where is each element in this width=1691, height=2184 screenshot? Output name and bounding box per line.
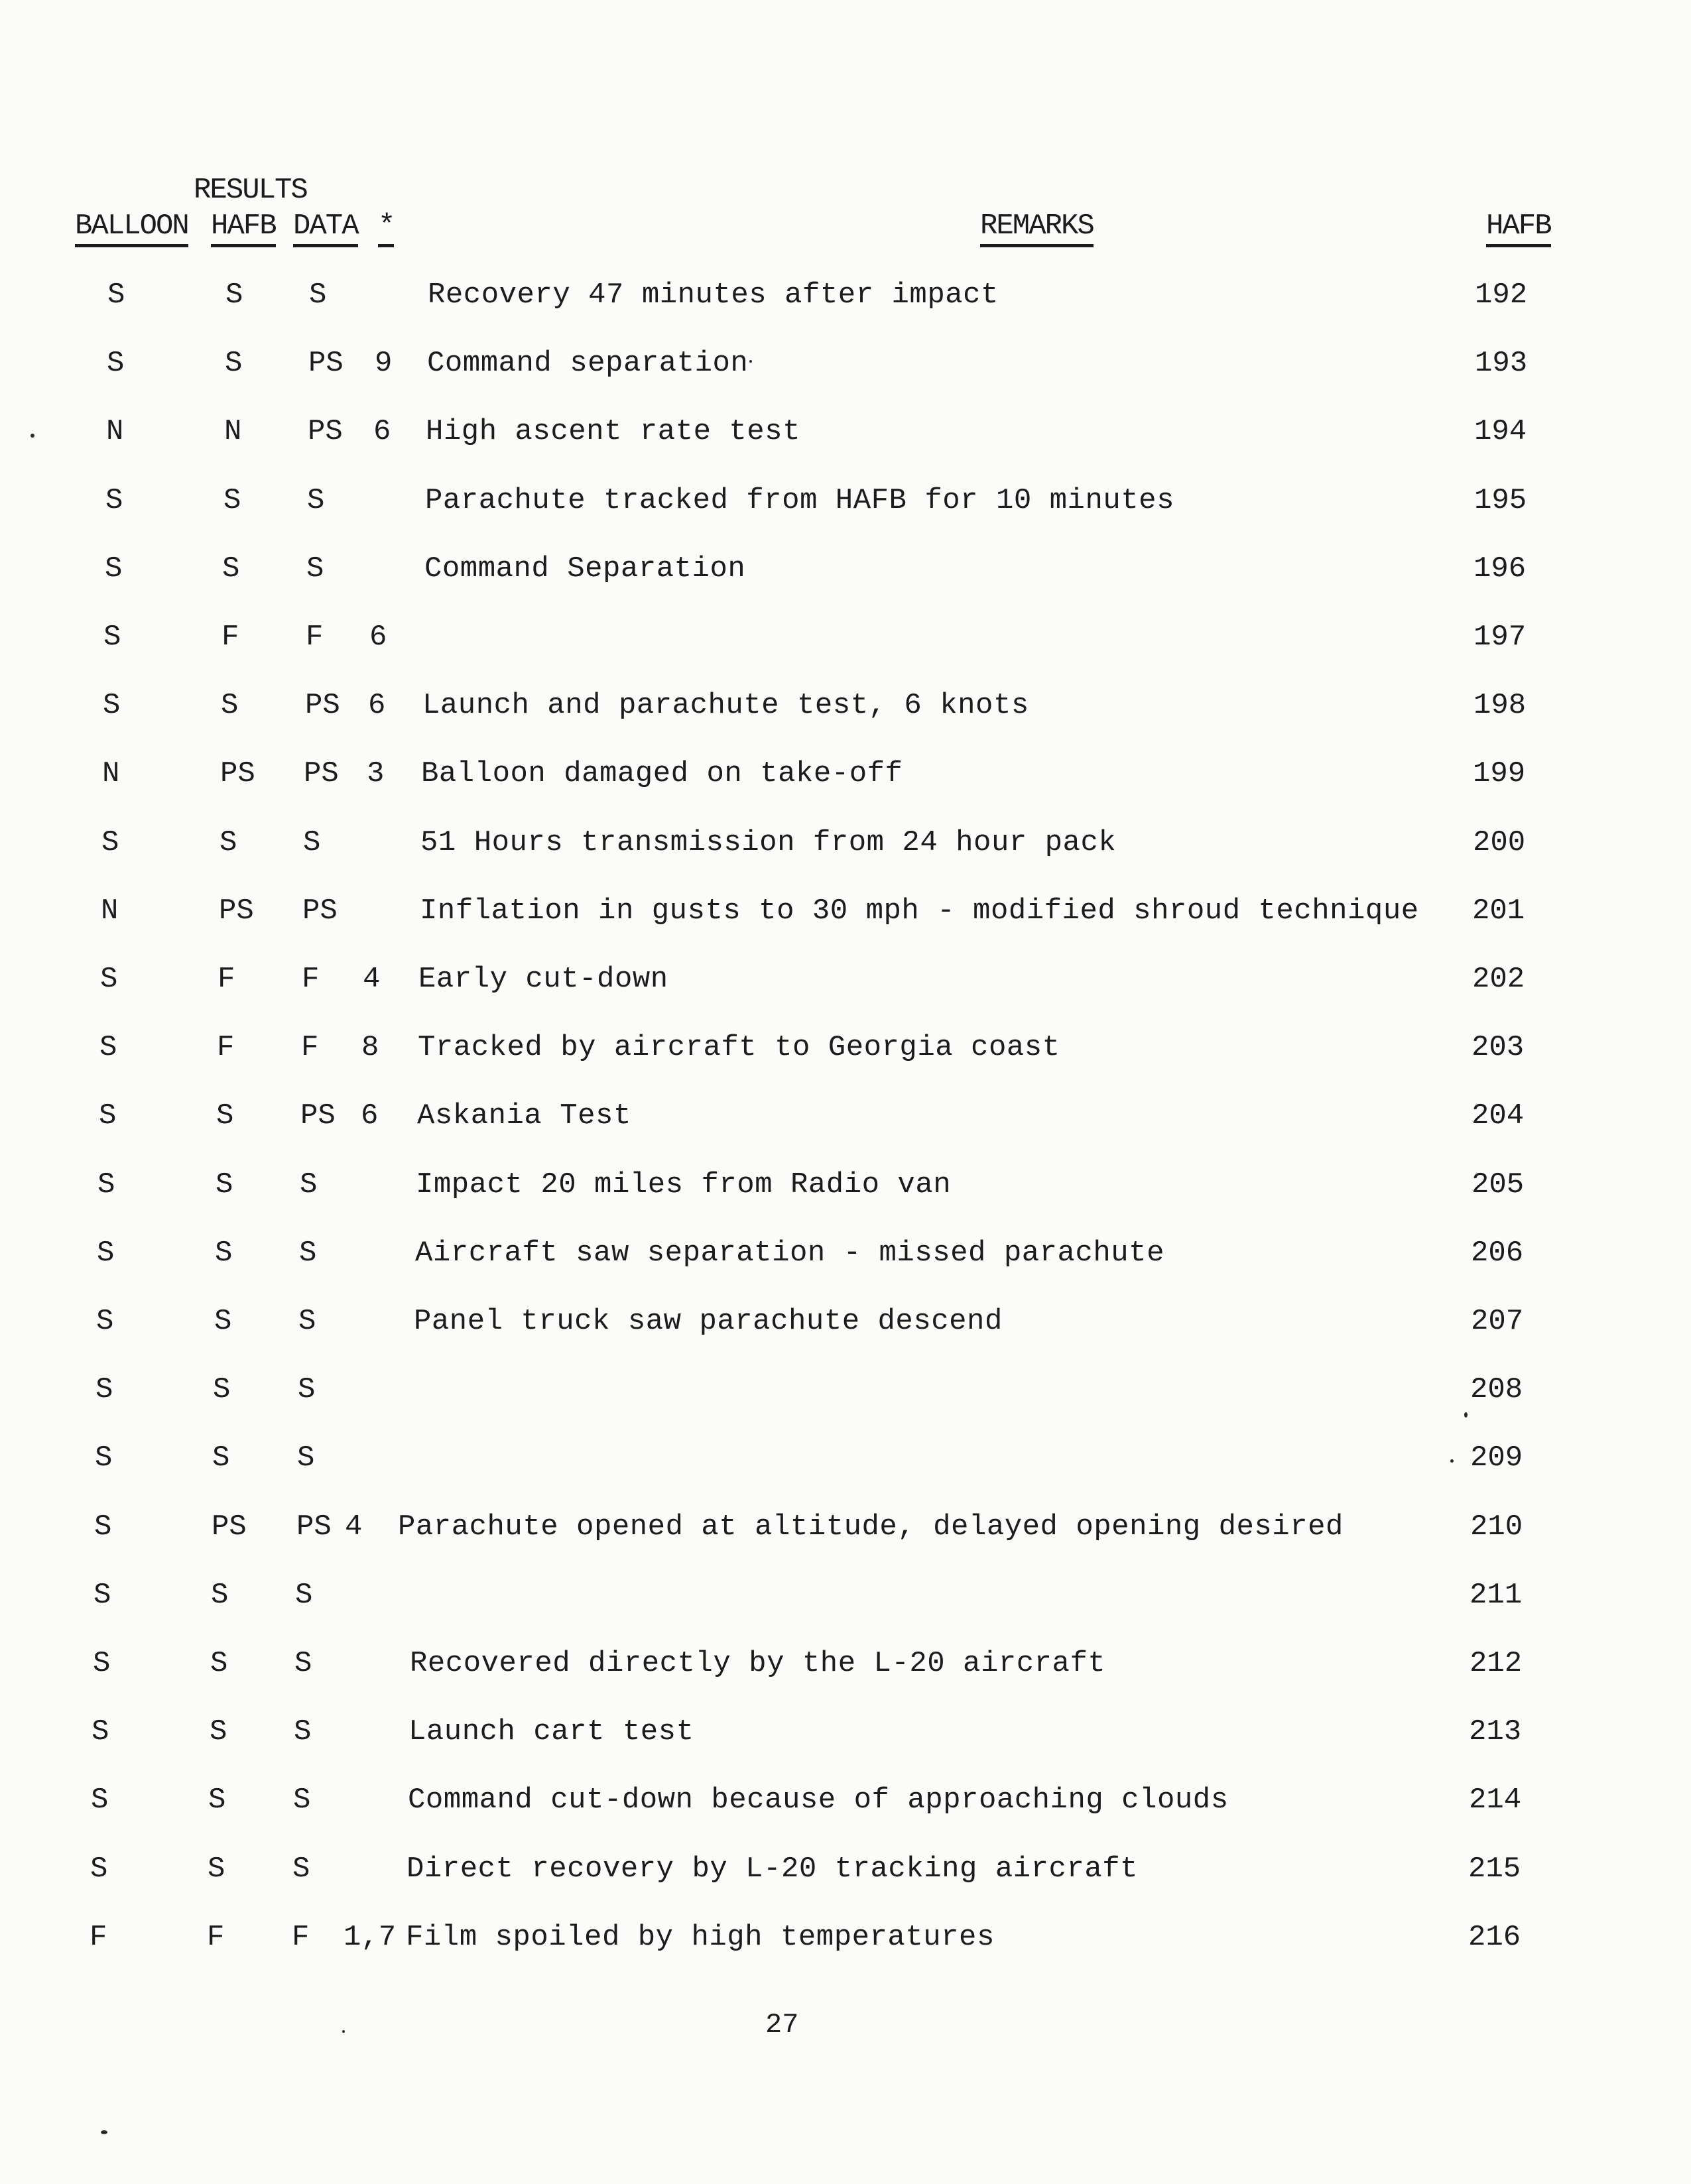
balloon-result-cell: S	[99, 1099, 117, 1132]
hafb-number-cell: 206	[1471, 1237, 1524, 1270]
hafb-result-cell: S	[216, 1099, 234, 1132]
hafb-number-cell: 203	[1472, 1031, 1525, 1064]
data-result-cell: PS	[305, 689, 340, 722]
data-result-cell: PS	[308, 415, 343, 448]
hafb-number-cell: 197	[1473, 621, 1527, 654]
remark-cell: Aircraft saw separation - missed parachute	[415, 1237, 1164, 1270]
balloon-result-cell: S	[105, 552, 123, 585]
remark-cell: Launch cart test	[408, 1715, 694, 1748]
data-result-cell: S	[299, 1237, 317, 1270]
hafb-number-column-header: HAFB	[1486, 210, 1551, 247]
balloon-result-cell: S	[93, 1647, 111, 1680]
remark-cell: Recovery 47 minutes after impact	[428, 278, 999, 312]
balloon-result-cell: S	[97, 1237, 115, 1270]
balloon-result-cell: S	[92, 1715, 109, 1748]
data-result-cell: PS	[300, 1099, 336, 1132]
hafb-result-cell: S	[216, 1168, 233, 1201]
remark-cell: Impact 20 miles from Radio van	[416, 1168, 952, 1201]
footnote-cell: 6	[373, 415, 391, 448]
data-result-cell: PS	[304, 757, 339, 790]
hafb-number-cell: 199	[1473, 757, 1526, 790]
balloon-result-cell: S	[105, 484, 123, 517]
hafb-result-cell: S	[223, 484, 241, 517]
hafb-result-cell: PS	[219, 894, 254, 928]
scan-speck	[1450, 1459, 1454, 1463]
hafb-number-cell: 198	[1473, 689, 1527, 722]
hafb-result-cell: S	[211, 1579, 229, 1612]
hafb-result-cell: S	[225, 278, 243, 312]
remark-cell: Film spoiled by high temperatures	[406, 1921, 995, 1954]
remark-cell: Parachute tracked from HAFB for 10 minutes	[425, 484, 1174, 517]
balloon-result-cell: N	[106, 415, 124, 448]
data-result-cell: PS	[308, 347, 344, 380]
hafb-result-cell: F	[217, 1031, 235, 1064]
hafb-result-cell: S	[210, 1715, 227, 1748]
hafb-result-cell: S	[222, 552, 240, 585]
hafb-number-cell: 205	[1472, 1168, 1525, 1201]
data-result-cell: S	[300, 1168, 318, 1201]
remark-cell: Launch and parachute test, 6 knots	[422, 689, 1029, 722]
hafb-number-cell: 215	[1468, 1852, 1521, 1886]
footnote-cell: 6	[369, 621, 387, 654]
data-result-cell: F	[302, 963, 320, 996]
hafb-number-cell: 201	[1472, 894, 1525, 928]
balloon-result-cell: F	[90, 1921, 107, 1954]
hafb-number-cell: 200	[1473, 826, 1526, 859]
balloon-result-cell: S	[99, 1031, 117, 1064]
data-result-cell: S	[298, 1373, 316, 1406]
remark-cell: Parachute opened at altitude, delayed opening desired	[398, 1510, 1344, 1544]
balloon-result-cell: S	[94, 1579, 111, 1612]
balloon-column-header: BALLOON	[75, 210, 188, 247]
data-result-cell: S	[297, 1441, 315, 1475]
balloon-result-cell: S	[101, 826, 119, 859]
balloon-result-cell: S	[100, 963, 118, 996]
hafb-number-cell: 204	[1472, 1099, 1525, 1132]
hafb-result-cell: PS	[220, 757, 255, 790]
data-result-cell: PS	[296, 1510, 332, 1544]
data-result-cell: PS	[302, 894, 338, 928]
remark-cell: High ascent rate test	[426, 415, 800, 448]
hafb-result-cell: F	[221, 621, 239, 654]
hafb-number-cell: 194	[1474, 415, 1527, 448]
data-result-cell: F	[301, 1031, 319, 1064]
data-result-cell: S	[303, 826, 321, 859]
scan-speck	[101, 2130, 107, 2134]
balloon-result-cell: S	[90, 1852, 108, 1886]
scan-speck	[31, 434, 34, 438]
hafb-result-cell: N	[224, 415, 242, 448]
data-result-cell: S	[295, 1579, 313, 1612]
footnote-cell: 1,7	[344, 1921, 397, 1954]
data-column-header: DATA	[293, 210, 358, 247]
scan-speck	[342, 2030, 345, 2033]
hafb-number-cell: 213	[1469, 1715, 1522, 1748]
remark-cell: Early cut-down	[418, 963, 668, 996]
balloon-result-cell: S	[103, 621, 121, 654]
data-result-cell: S	[294, 1715, 312, 1748]
footnote-cell: 4	[363, 963, 381, 996]
hafb-number-cell: 212	[1470, 1647, 1523, 1680]
hafb-result-cell: S	[208, 1852, 225, 1886]
balloon-result-cell: S	[91, 1784, 109, 1817]
hafb-number-cell: 202	[1472, 963, 1525, 996]
remark-cell: Panel truck saw parachute descend	[414, 1305, 1003, 1338]
hafb-number-cell: 193	[1475, 347, 1528, 380]
balloon-result-cell: S	[103, 689, 121, 722]
data-result-cell: F	[292, 1921, 310, 1954]
data-result-cell: S	[298, 1305, 316, 1338]
balloon-result-cell: S	[96, 1305, 114, 1338]
remarks-column-header: REMARKS	[980, 210, 1094, 247]
page-number: 27	[765, 2009, 799, 2041]
data-result-cell: S	[307, 484, 325, 517]
footnote-cell: 8	[361, 1031, 379, 1064]
hafb-result-cell: PS	[212, 1510, 247, 1544]
remark-cell: Askania Test	[417, 1099, 631, 1132]
scan-speck	[1464, 1412, 1468, 1418]
hafb-result-cell: F	[207, 1921, 225, 1954]
data-result-cell: F	[306, 621, 324, 654]
hafb-number-cell: 209	[1470, 1441, 1523, 1475]
hafb-result-cell: S	[212, 1441, 230, 1475]
remark-cell: Direct recovery by L-20 tracking aircraft	[407, 1852, 1139, 1886]
footnote-cell: 3	[367, 757, 385, 790]
hafb-number-cell: 210	[1470, 1510, 1523, 1544]
hafb-result-cell: S	[221, 689, 239, 722]
hafb-result-cell: S	[208, 1784, 226, 1817]
hafb-result-cell: S	[213, 1373, 231, 1406]
hafb-result-column-header: HAFB	[211, 210, 276, 247]
remark-cell: Command cut-down because of approaching clouds	[408, 1784, 1229, 1817]
hafb-number-cell: 192	[1475, 278, 1528, 312]
hafb-result-cell: S	[214, 1305, 232, 1338]
hafb-number-cell: 195	[1474, 484, 1527, 517]
scan-speck	[749, 360, 752, 363]
balloon-result-cell: S	[95, 1441, 113, 1475]
results-heading: RESULTS	[194, 174, 307, 207]
hafb-result-cell: F	[218, 963, 235, 996]
hafb-result-cell: S	[219, 826, 237, 859]
data-result-cell: S	[292, 1852, 310, 1886]
footnote-cell: 6	[361, 1099, 379, 1132]
balloon-result-cell: S	[107, 278, 125, 312]
data-result-cell: S	[306, 552, 324, 585]
data-result-cell: S	[309, 278, 327, 312]
hafb-result-cell: S	[215, 1237, 233, 1270]
hafb-number-cell: 207	[1471, 1305, 1524, 1338]
balloon-result-cell: N	[101, 894, 119, 928]
hafb-number-cell: 216	[1468, 1921, 1521, 1954]
balloon-result-cell: S	[95, 1373, 113, 1406]
hafb-number-cell: 208	[1470, 1373, 1523, 1406]
remark-cell: 51 Hours transmission from 24 hour pack	[420, 826, 1117, 859]
remark-cell: Tracked by aircraft to Georgia coast	[418, 1031, 1060, 1064]
hafb-result-cell: S	[225, 347, 243, 380]
balloon-result-cell: S	[94, 1510, 112, 1544]
data-result-cell: S	[293, 1784, 311, 1817]
star-column-header: *	[378, 210, 394, 247]
balloon-result-cell: S	[107, 347, 125, 380]
hafb-number-cell: 211	[1470, 1579, 1523, 1612]
footnote-cell: 6	[368, 689, 386, 722]
hafb-number-cell: 214	[1469, 1784, 1522, 1817]
hafb-result-cell: S	[210, 1647, 228, 1680]
remark-cell: Command Separation	[424, 552, 746, 585]
footnote-cell: 4	[345, 1510, 363, 1544]
remark-cell: Command separation	[427, 347, 749, 380]
balloon-result-cell: S	[97, 1168, 115, 1201]
hafb-number-cell: 196	[1473, 552, 1527, 585]
remark-cell: Balloon damaged on take-off	[421, 757, 903, 790]
remark-cell: Recovered directly by the L-20 aircraft	[410, 1647, 1106, 1680]
footnote-cell: 9	[375, 347, 393, 380]
remark-cell: Inflation in gusts to 30 mph - modified shroud technique	[420, 894, 1419, 928]
data-result-cell: S	[294, 1647, 312, 1680]
balloon-result-cell: N	[102, 757, 120, 790]
